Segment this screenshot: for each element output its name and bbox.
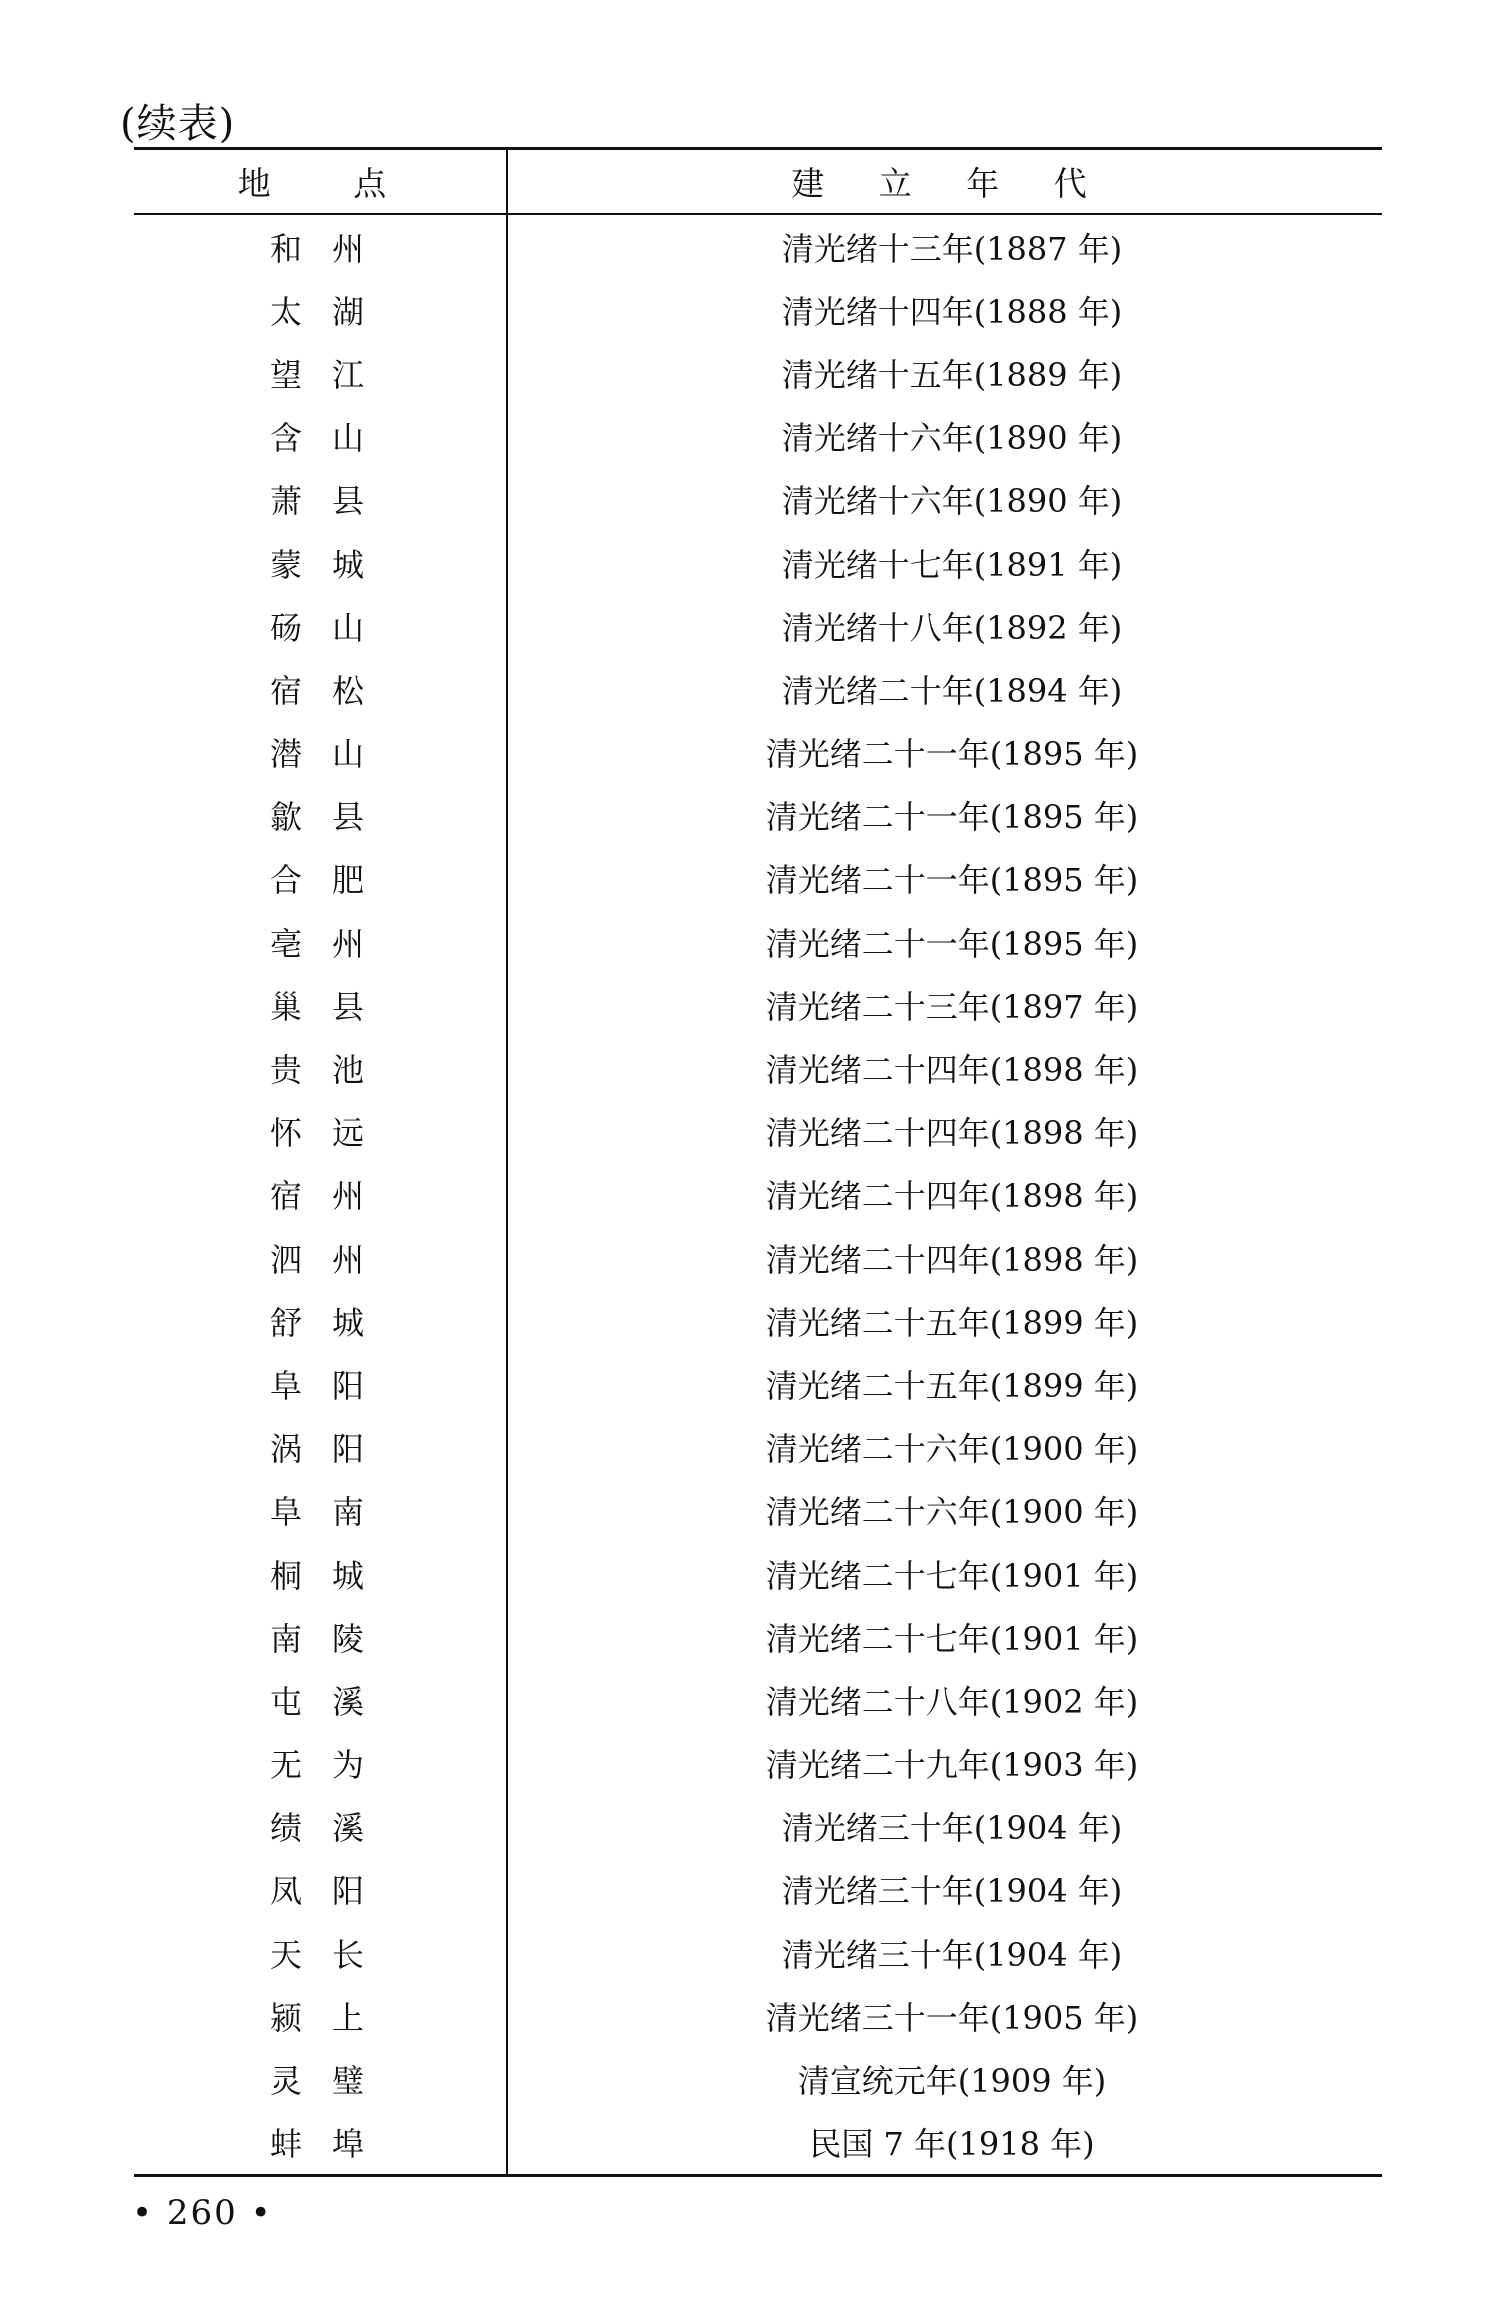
table-row (134, 1036, 1382, 1099)
header-place: 地 点 (237, 164, 423, 203)
year-cell: 清光绪二十年(1894 年) (781, 671, 1123, 710)
year-cell: 清光绪三十年(1904 年) (781, 1809, 1123, 1848)
header-year: 建 立 年 代 (791, 164, 1109, 203)
year-cell: 清光绪二十一年(1895 年) (765, 735, 1139, 774)
table-row (134, 1226, 1382, 1289)
place-cell: 萧县 (269, 482, 394, 521)
table-row (134, 657, 1382, 720)
table-row (134, 341, 1382, 404)
place-cell: 亳州 (269, 924, 394, 963)
year-cell: 清宣统元年(1909 年) (797, 2062, 1107, 2101)
year-cell: 清光绪二十四年(1898 年) (765, 1114, 1139, 1153)
table-row (134, 1100, 1382, 1163)
year-cell: 民国 7 年(1918 年) (809, 2125, 1095, 2164)
year-cell: 清光绪十四年(1888 年) (781, 292, 1123, 331)
year-cell: 清光绪二十三年(1897 年) (765, 987, 1139, 1026)
place-cell: 砀山 (269, 608, 394, 647)
table-row (134, 847, 1382, 910)
place-cell: 巢县 (269, 987, 394, 1026)
place-cell: 阜南 (269, 1493, 394, 1532)
table-row (134, 1479, 1382, 1542)
place-cell: 太湖 (269, 292, 394, 331)
year-cell: 清光绪二十九年(1903 年) (765, 1746, 1139, 1785)
place-cell: 合肥 (269, 861, 394, 900)
place-cell: 涡阳 (269, 1430, 394, 1469)
year-cell: 清光绪二十五年(1899 年) (765, 1366, 1139, 1405)
year-cell: 清光绪二十七年(1901 年) (765, 1556, 1139, 1595)
place-cell: 潜山 (269, 735, 394, 774)
table-row (134, 1795, 1382, 1858)
table-row (134, 973, 1382, 1036)
table-row (134, 1732, 1382, 1795)
year-cell: 清光绪二十一年(1895 年) (765, 924, 1139, 963)
table-row (134, 1163, 1382, 1226)
table-row (134, 1605, 1382, 1668)
table-row (134, 1289, 1382, 1352)
year-cell: 清光绪二十四年(1898 年) (765, 1051, 1139, 1090)
place-cell: 无为 (269, 1746, 394, 1785)
year-cell: 清光绪二十六年(1900 年) (765, 1430, 1139, 1469)
place-cell: 宿松 (269, 671, 394, 710)
year-cell: 清光绪十六年(1890 年) (781, 419, 1123, 458)
table-row (134, 468, 1382, 531)
place-cell: 颍上 (269, 1998, 394, 2037)
table-row (134, 1921, 1382, 1984)
page-number: • 260 • (132, 2193, 273, 2233)
year-cell: 清光绪二十四年(1898 年) (765, 1177, 1139, 1216)
table-row (134, 1668, 1382, 1731)
year-cell: 清光绪三十年(1904 年) (781, 1872, 1123, 1911)
year-cell: 清光绪十八年(1892 年) (781, 608, 1123, 647)
place-cell: 绩溪 (269, 1809, 394, 1848)
place-cell: 凤阳 (269, 1872, 394, 1911)
place-cell: 桐城 (269, 1556, 394, 1595)
table-row (134, 531, 1382, 594)
year-cell: 清光绪十三年(1887 年) (781, 229, 1123, 268)
year-cell: 清光绪二十一年(1895 年) (765, 798, 1139, 837)
year-cell: 清光绪十六年(1890 年) (781, 482, 1123, 521)
year-cell: 清光绪二十六年(1900 年) (765, 1493, 1139, 1532)
founding-year-table (134, 147, 1382, 2177)
table-row (134, 1984, 1382, 2047)
table-row (134, 2111, 1382, 2174)
place-cell: 望江 (269, 355, 394, 394)
place-cell: 蒙城 (269, 545, 394, 584)
year-cell: 清光绪二十五年(1899 年) (765, 1303, 1139, 1342)
place-cell: 灵璧 (269, 2062, 394, 2101)
table-row (134, 278, 1382, 341)
table-body (134, 215, 1382, 2174)
place-cell: 屯溪 (269, 1682, 394, 1721)
place-cell: 宿州 (269, 1177, 394, 1216)
table-row (134, 1542, 1382, 1605)
year-cell: 清光绪二十七年(1901 年) (765, 1619, 1139, 1658)
table-row (134, 1858, 1382, 1921)
table-continued-caption: (续表) (120, 101, 236, 147)
table-row (134, 1352, 1382, 1415)
place-cell: 和州 (269, 229, 394, 268)
table-row (134, 784, 1382, 847)
place-cell: 蚌埠 (269, 2125, 394, 2164)
table-row (134, 594, 1382, 657)
place-cell: 舒城 (269, 1303, 394, 1342)
place-cell: 南陵 (269, 1619, 394, 1658)
table-row (134, 215, 1382, 278)
year-cell: 清光绪二十一年(1895 年) (765, 861, 1139, 900)
column-divider (506, 150, 508, 2174)
table-row (134, 1416, 1382, 1479)
place-cell: 天长 (269, 1935, 394, 1974)
year-cell: 清光绪二十八年(1902 年) (765, 1682, 1139, 1721)
place-cell: 泗州 (269, 1240, 394, 1279)
year-cell: 清光绪三十年(1904 年) (781, 1935, 1123, 1974)
table-row (134, 2047, 1382, 2110)
table-row (134, 721, 1382, 784)
place-cell: 阜阳 (269, 1366, 394, 1405)
table-header-row (134, 150, 1382, 215)
place-cell: 怀远 (269, 1114, 394, 1153)
place-cell: 含山 (269, 419, 394, 458)
place-cell: 歙县 (269, 798, 394, 837)
year-cell: 清光绪十七年(1891 年) (781, 545, 1123, 584)
table-row (134, 910, 1382, 973)
year-cell: 清光绪十五年(1889 年) (781, 355, 1123, 394)
year-cell: 清光绪三十一年(1905 年) (765, 1998, 1139, 2037)
year-cell: 清光绪二十四年(1898 年) (765, 1240, 1139, 1279)
place-cell: 贵池 (269, 1051, 394, 1090)
table-row (134, 405, 1382, 468)
